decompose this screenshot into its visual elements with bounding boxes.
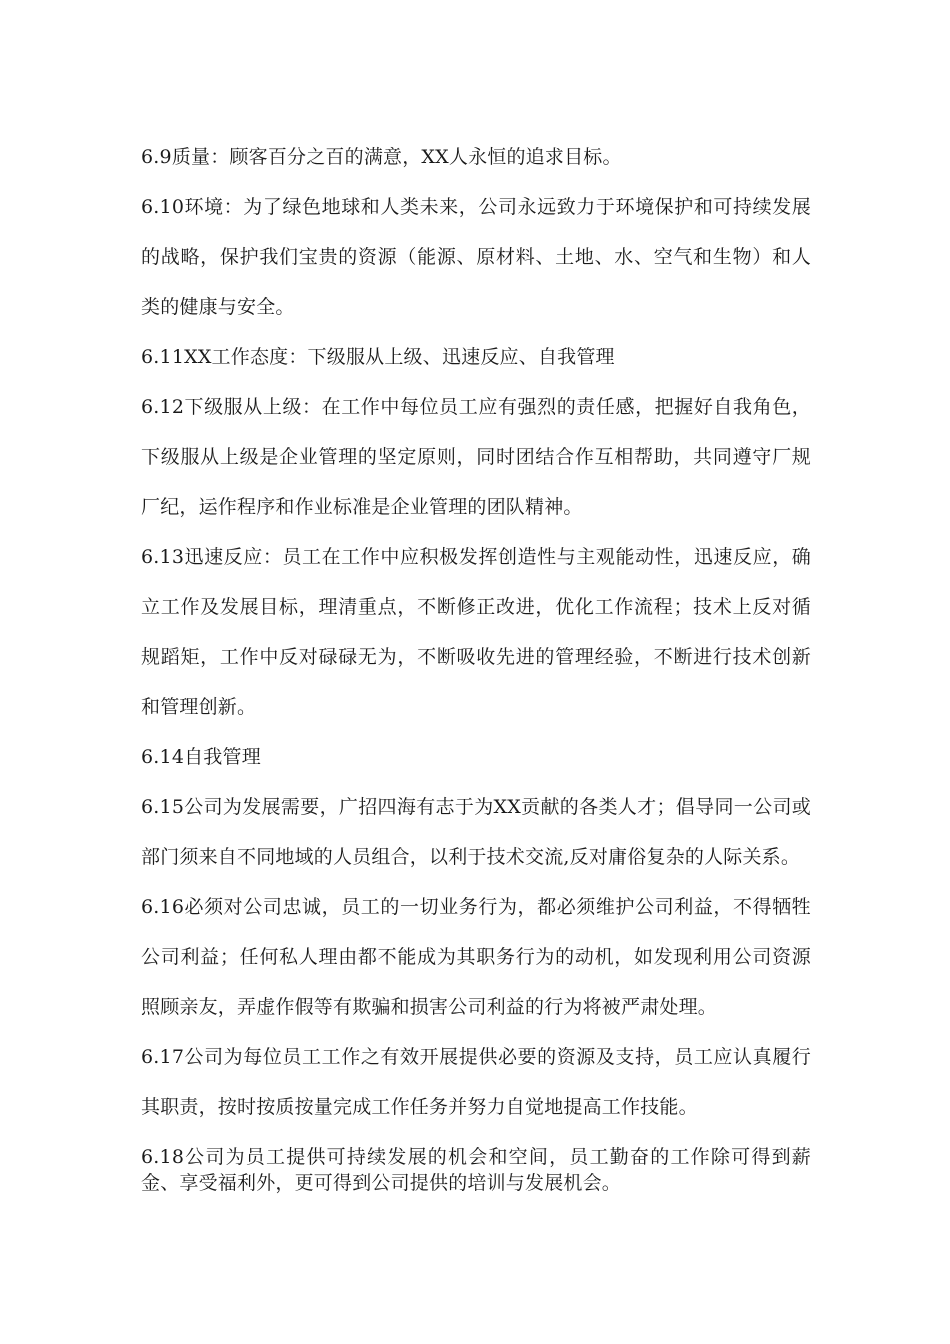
paragraph-6-16: 6.16必须对公司忠诚，员工的一切业务行为，都必须维护公司利益，不得牺牲公司利益；任何私人理由都不能成为其职务行为的动机，如发现利用公司资源照顾亲友，弄虚作假等有欺骗和损害公司利益的行为将被严肃处理。 bbox=[141, 896, 811, 1018]
paragraph-6-9: 6.9质量：顾客百分之百的满意，XX人永恒的追求目标。 bbox=[141, 146, 622, 168]
paragraph-6-17: 6.17公司为每位员工工作之有效开展提供必要的资源及支持，员工应认真履行其职责，按时按质按量完成工作任务并努力自觉地提高工作技能。 bbox=[141, 1046, 811, 1118]
paragraph-6-14: 6.14自我管理 bbox=[141, 746, 261, 768]
paragraph-6-13: 6.13迅速反应：员工在工作中应积极发挥创造性与主观能动性，迅速反应，确立工作及发展目标，理清重点，不断修正改进，优化工作流程；技术上反对循规蹈矩，工作中反对碌碌无为，不断吸收先进的管理经验，不断进行技术创新和管理创新。 bbox=[141, 546, 811, 718]
paragraph-6-18: 6.18公司为员工提供可持续发展的机会和空间，员工勤奋的工作除可得到薪金、享受福利外，更可得到公司提供的培训与发展机会。 bbox=[141, 1146, 811, 1194]
paragraph-6-15: 6.15公司为发展需要，广招四海有志于为XX贡献的各类人才；倡导同一公司或部门须来自不同地域的人员组合，以利于技术交流,反对庸俗复杂的人际关系。 bbox=[141, 796, 811, 868]
paragraph-6-12: 6.12下级服从上级：在工作中每位员工应有强烈的责任感，把握好自我角色，下级服从上级是企业管理的坚定原则，同时团结合作互相帮助，共同遵守厂规厂纪，运作程序和作业标准是企业管理的团队精神。 bbox=[141, 396, 811, 518]
paragraph-6-10: 6.10环境：为了绿色地球和人类未来，公司永远致力于环境保护和可持续发展的战略，保护我们宝贵的资源（能源、原材料、土地、水、空气和生物）和人类的健康与安全。 bbox=[141, 196, 811, 318]
document-body bbox=[141, 132, 811, 1196]
paragraph-6-11: 6.11XX工作态度：下级服从上级、迅速反应、自我管理 bbox=[141, 346, 615, 368]
